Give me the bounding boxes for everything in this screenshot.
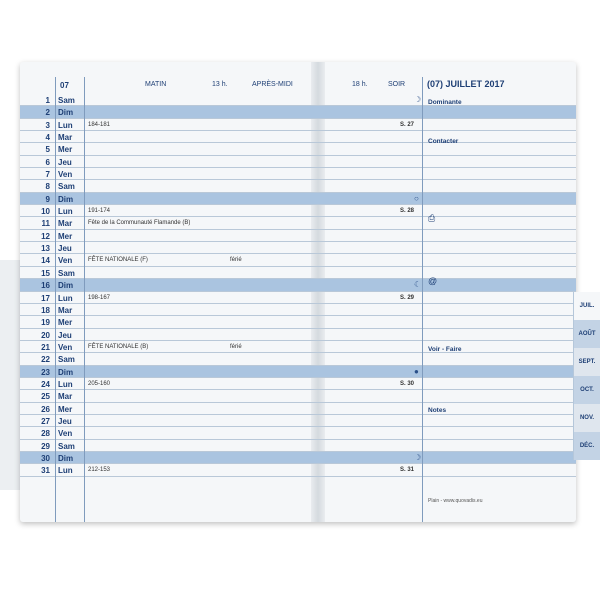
week-label: S. 30	[400, 380, 415, 387]
day-number: 14	[41, 256, 50, 266]
day-note: 184-181	[88, 121, 111, 128]
day-of-week: Ven	[58, 429, 73, 439]
planner-header	[20, 77, 576, 94]
moon-phase-icon: ☽	[414, 95, 422, 104]
month-tab[interactable]: AOÛT	[573, 320, 600, 348]
divider-line	[55, 77, 56, 522]
day-row[interactable]	[20, 353, 576, 365]
day-number: 13	[41, 244, 50, 254]
day-of-week: Lun	[58, 466, 73, 476]
month-tab[interactable]: DÉC.	[573, 432, 600, 460]
day-row[interactable]	[20, 106, 576, 118]
holiday-label: férié	[230, 343, 242, 350]
day-row[interactable]	[20, 378, 576, 390]
day-number: 27	[41, 416, 50, 426]
day-number: 16	[41, 281, 50, 291]
voir-faire-label: Voir - Faire	[428, 346, 462, 353]
day-number: 29	[41, 441, 50, 451]
dominante-label: Dominante	[428, 99, 462, 106]
day-row[interactable]	[20, 329, 576, 341]
day-number: 12	[41, 231, 50, 241]
moon-phase-icon: ☾	[414, 280, 422, 290]
day-number: 3	[45, 120, 50, 130]
day-of-week: Mer	[58, 145, 73, 155]
day-row[interactable]	[20, 403, 576, 415]
day-row[interactable]	[20, 464, 576, 476]
month-tab[interactable]: NOV.	[573, 404, 600, 432]
holiday-label: férié	[230, 257, 242, 264]
day-number: 6	[45, 157, 50, 167]
day-number: 31	[41, 466, 50, 476]
day-row[interactable]	[20, 131, 576, 143]
day-of-week: Dim	[58, 453, 74, 463]
day-of-week: Lun	[58, 120, 73, 130]
day-row[interactable]	[20, 156, 576, 168]
day-number: 22	[41, 355, 50, 365]
day-note: 191-174	[88, 208, 111, 215]
day-of-week: Dim	[58, 108, 74, 118]
day-number: 23	[41, 367, 50, 377]
day-number: 15	[41, 268, 50, 278]
week-label: S. 29	[400, 294, 415, 301]
day-of-week: Dim	[58, 194, 74, 204]
day-of-week: Ven	[58, 342, 73, 352]
day-of-week: Sam	[58, 182, 75, 192]
day-of-week: Sam	[58, 441, 75, 451]
soir-label: SOIR	[388, 81, 406, 88]
day-of-week: Mar	[58, 219, 73, 229]
day-of-week: Sam	[58, 268, 75, 278]
day-of-week: Jeu	[58, 157, 72, 167]
day-of-week: Dim	[58, 367, 74, 377]
day-row[interactable]	[20, 119, 576, 131]
day-row[interactable]	[20, 366, 576, 378]
month-tab[interactable]: JUIL.	[573, 292, 600, 320]
moon-phase-icon: ☽	[414, 452, 422, 462]
day-row[interactable]	[20, 254, 576, 266]
moon-phase-icon: ●	[414, 366, 419, 376]
notes-label: Notes	[428, 407, 447, 414]
divider-line	[422, 77, 423, 522]
day-of-week: Mer	[58, 231, 73, 241]
day-number: 7	[45, 170, 50, 180]
day-number: 26	[41, 404, 50, 414]
day-number: 4	[45, 133, 50, 143]
day-row[interactable]	[20, 415, 576, 427]
month-tab[interactable]: OCT.	[573, 376, 600, 404]
day-of-week: Lun	[58, 207, 73, 217]
moon-phase-icon: ○	[414, 193, 419, 203]
day-number: 30	[41, 453, 50, 463]
week-label: S. 31	[400, 467, 415, 474]
day-rows	[20, 94, 576, 477]
apres-midi-label: APRÈS-MIDI	[252, 81, 293, 88]
day-number: 5	[45, 145, 50, 155]
day-number: 8	[45, 182, 50, 192]
hour-13-label: 13 h.	[212, 81, 228, 88]
day-of-week: Sam	[58, 355, 75, 365]
day-row[interactable]	[20, 440, 576, 452]
day-of-week: Ven	[58, 256, 73, 266]
month-tab[interactable]: SEPT.	[573, 348, 600, 376]
week-label: S. 27	[400, 121, 415, 128]
day-row[interactable]	[20, 267, 576, 279]
day-row[interactable]	[20, 193, 576, 205]
day-number: 1	[45, 96, 50, 105]
day-row[interactable]	[20, 143, 576, 155]
day-number: 19	[41, 318, 50, 328]
day-of-week: Mer	[58, 318, 73, 328]
day-number: 10	[41, 207, 50, 217]
day-of-week: Lun	[58, 293, 73, 303]
at-sign-icon: @	[428, 276, 438, 286]
day-number: 17	[41, 293, 50, 303]
footer-text: Plain - www.quovadis.eu	[428, 498, 483, 504]
day-row[interactable]	[20, 390, 576, 402]
day-note: 205-160	[88, 380, 111, 387]
day-of-week: Jeu	[58, 244, 72, 254]
day-row[interactable]	[20, 427, 576, 439]
day-number: 18	[41, 305, 50, 315]
hour-18-label: 18 h.	[352, 81, 368, 88]
contacter-label: Contacter	[428, 138, 459, 145]
day-of-week: Mar	[58, 305, 73, 315]
day-note: FÊTE NATIONALE (B)	[88, 343, 149, 350]
day-row[interactable]	[20, 279, 576, 291]
day-note: 212-153	[88, 467, 111, 474]
planner-page	[20, 62, 576, 522]
day-number: 28	[41, 429, 50, 439]
day-of-week: Lun	[58, 379, 73, 389]
day-note: Fête de la Communauté Flamande (B)	[88, 220, 191, 227]
day-number: 9	[45, 194, 50, 204]
day-of-week: Dim	[58, 281, 74, 291]
day-row[interactable]	[20, 217, 576, 229]
matin-label: MATIN	[145, 81, 167, 88]
week-number: 07	[60, 81, 69, 90]
day-number: 20	[41, 330, 50, 340]
day-row[interactable]	[20, 230, 576, 242]
day-note: 198-167	[88, 294, 111, 301]
divider-line	[84, 77, 85, 522]
day-row[interactable]	[20, 180, 576, 192]
day-number: 2	[45, 108, 50, 118]
day-of-week: Ven	[58, 170, 73, 180]
day-of-week: Mar	[58, 392, 73, 402]
day-row[interactable]	[20, 316, 576, 328]
day-of-week: Jeu	[58, 330, 72, 340]
day-row[interactable]	[20, 168, 576, 180]
printer-icon: ⎙	[428, 213, 436, 223]
week-label: S. 28	[400, 208, 415, 215]
day-row[interactable]	[20, 341, 576, 353]
day-row[interactable]	[20, 94, 576, 106]
day-number: 11	[41, 219, 50, 229]
day-number: 24	[41, 379, 50, 389]
day-row[interactable]	[20, 242, 576, 254]
day-of-week: Sam	[58, 96, 75, 105]
planner-cover-edge	[0, 260, 20, 490]
day-of-week: Jeu	[58, 416, 72, 426]
day-row[interactable]	[20, 292, 576, 304]
month-title: (07) JUILLET 2017	[427, 79, 505, 89]
day-row[interactable]	[20, 205, 576, 217]
day-of-week: Mar	[58, 133, 73, 143]
day-of-week: Mer	[58, 404, 73, 414]
day-number: 25	[41, 392, 50, 402]
day-row[interactable]	[20, 452, 576, 464]
day-row[interactable]	[20, 304, 576, 316]
day-number: 21	[41, 342, 50, 352]
day-note: FÊTE NATIONALE (F)	[88, 257, 148, 264]
month-tabs	[573, 292, 600, 460]
